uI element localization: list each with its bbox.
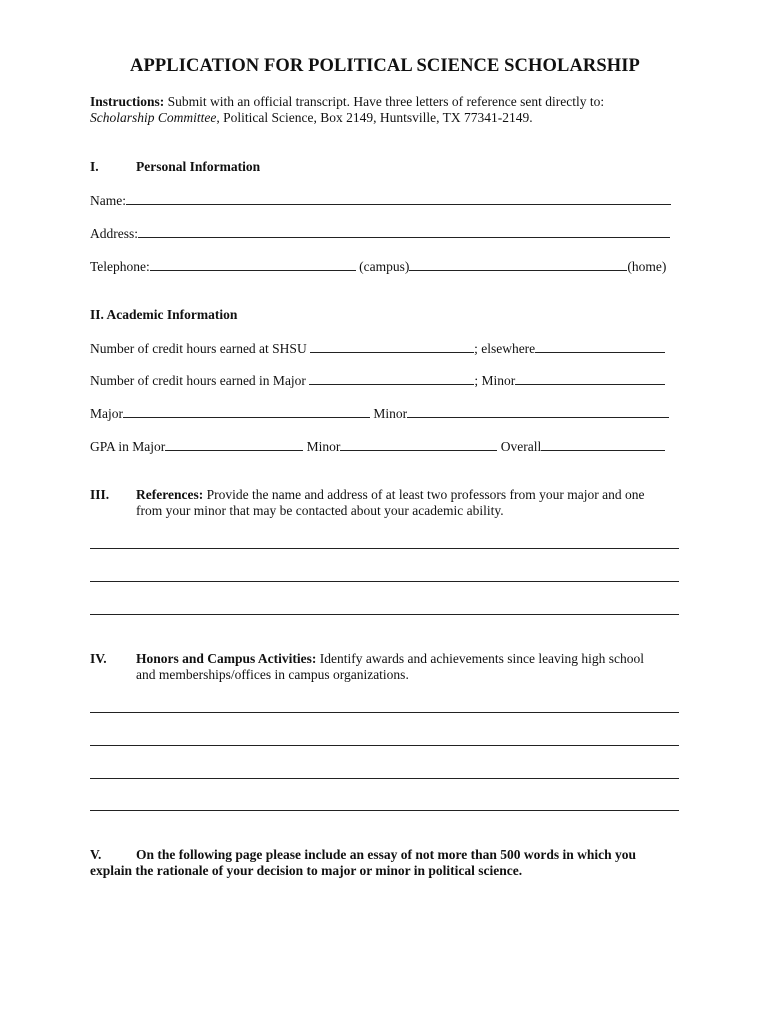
honors-line-1[interactable] bbox=[90, 712, 679, 713]
instructions-text: Submit with an official transcript. Have three letters of reference sent directly to: bbox=[167, 94, 605, 109]
major-field[interactable] bbox=[123, 405, 370, 418]
gpa-major-field[interactable] bbox=[165, 438, 303, 451]
address-field[interactable] bbox=[138, 225, 670, 238]
gpa-minor-field[interactable] bbox=[340, 438, 497, 451]
section-3-line-1 bbox=[136, 487, 644, 503]
credit-shsu-label: Number of credit hours earned at SHSU bbox=[90, 341, 307, 356]
section-4-heading: Honors and Campus Activities: bbox=[136, 651, 317, 666]
address-label: Address: bbox=[90, 226, 138, 241]
section-5-text-1: On the following page please include an essay of not more than 500 words in which you bbox=[136, 847, 637, 862]
credit-major-label: Number of credit hours earned in Major bbox=[90, 373, 306, 388]
references-line-2[interactable] bbox=[90, 581, 679, 582]
form-title: APPLICATION FOR POLITICAL SCIENCE SCHOLARSHIP bbox=[130, 56, 640, 76]
section-1-number: I. bbox=[90, 159, 99, 174]
telephone-row bbox=[90, 258, 666, 275]
credit-shsu-field[interactable] bbox=[310, 340, 474, 353]
campus-label: (campus) bbox=[359, 259, 410, 274]
section-5-number: V. bbox=[90, 847, 102, 862]
gpa-minor-label: Minor bbox=[306, 439, 341, 454]
section-2-heading: II. Academic Information bbox=[90, 307, 238, 322]
section-3-heading: References: bbox=[136, 487, 204, 502]
instructions-line-1 bbox=[90, 94, 604, 110]
honors-line-2[interactable] bbox=[90, 745, 679, 746]
elsewhere-label: ; elsewhere bbox=[474, 341, 536, 356]
section-3-text-2: from your minor that may be contacted about your academic ability. bbox=[136, 503, 504, 518]
minor-label: Minor bbox=[373, 406, 408, 421]
campus-phone-field[interactable] bbox=[150, 258, 356, 271]
credit-minor-label: ; Minor bbox=[474, 373, 516, 388]
committee-name: Scholarship Committee bbox=[90, 110, 217, 125]
credit-minor-field[interactable] bbox=[515, 372, 665, 385]
instructions-line-2 bbox=[90, 110, 533, 126]
name-label: Name: bbox=[90, 193, 126, 208]
minor-field[interactable] bbox=[407, 405, 669, 418]
name-field[interactable] bbox=[126, 192, 671, 205]
telephone-label: Telephone: bbox=[90, 259, 150, 274]
home-label: (home) bbox=[627, 259, 667, 274]
references-line-1[interactable] bbox=[90, 548, 679, 549]
section-3-text-1: Provide the name and address of at least two professors from your major and one bbox=[206, 487, 645, 502]
credit-major-field[interactable] bbox=[309, 372, 474, 385]
section-4-text-2: and memberships/offices in campus organizations. bbox=[136, 667, 409, 682]
major-label: Major bbox=[90, 406, 123, 421]
credit-hours-major-row bbox=[90, 372, 665, 389]
major-minor-row bbox=[90, 405, 669, 422]
section-4-line-1 bbox=[136, 651, 644, 667]
committee-address: , Political Science, Box 2149, Huntsville, TX 77341-2149. bbox=[216, 110, 533, 125]
honors-line-4[interactable] bbox=[90, 810, 679, 811]
instructions-label: Instructions: bbox=[90, 94, 165, 109]
name-row bbox=[90, 192, 671, 209]
section-4-number: IV. bbox=[90, 651, 107, 666]
gpa-overall-field[interactable] bbox=[541, 438, 665, 451]
section-4-text-1: Identify awards and achievements since leaving high school bbox=[319, 651, 645, 666]
credit-elsewhere-field[interactable] bbox=[535, 340, 665, 353]
credit-hours-shsu-row bbox=[90, 340, 665, 357]
gpa-row bbox=[90, 438, 665, 455]
section-5-text-2: explain the rationale of your decision to major or minor in political science. bbox=[90, 863, 523, 878]
section-3-number: III. bbox=[90, 487, 110, 502]
honors-line-3[interactable] bbox=[90, 778, 679, 779]
gpa-major-label: GPA in Major bbox=[90, 439, 166, 454]
address-row bbox=[90, 225, 670, 242]
references-line-3[interactable] bbox=[90, 614, 679, 615]
home-phone-field[interactable] bbox=[409, 258, 627, 271]
section-1-heading: Personal Information bbox=[136, 159, 261, 174]
gpa-overall-label: Overall bbox=[500, 439, 542, 454]
